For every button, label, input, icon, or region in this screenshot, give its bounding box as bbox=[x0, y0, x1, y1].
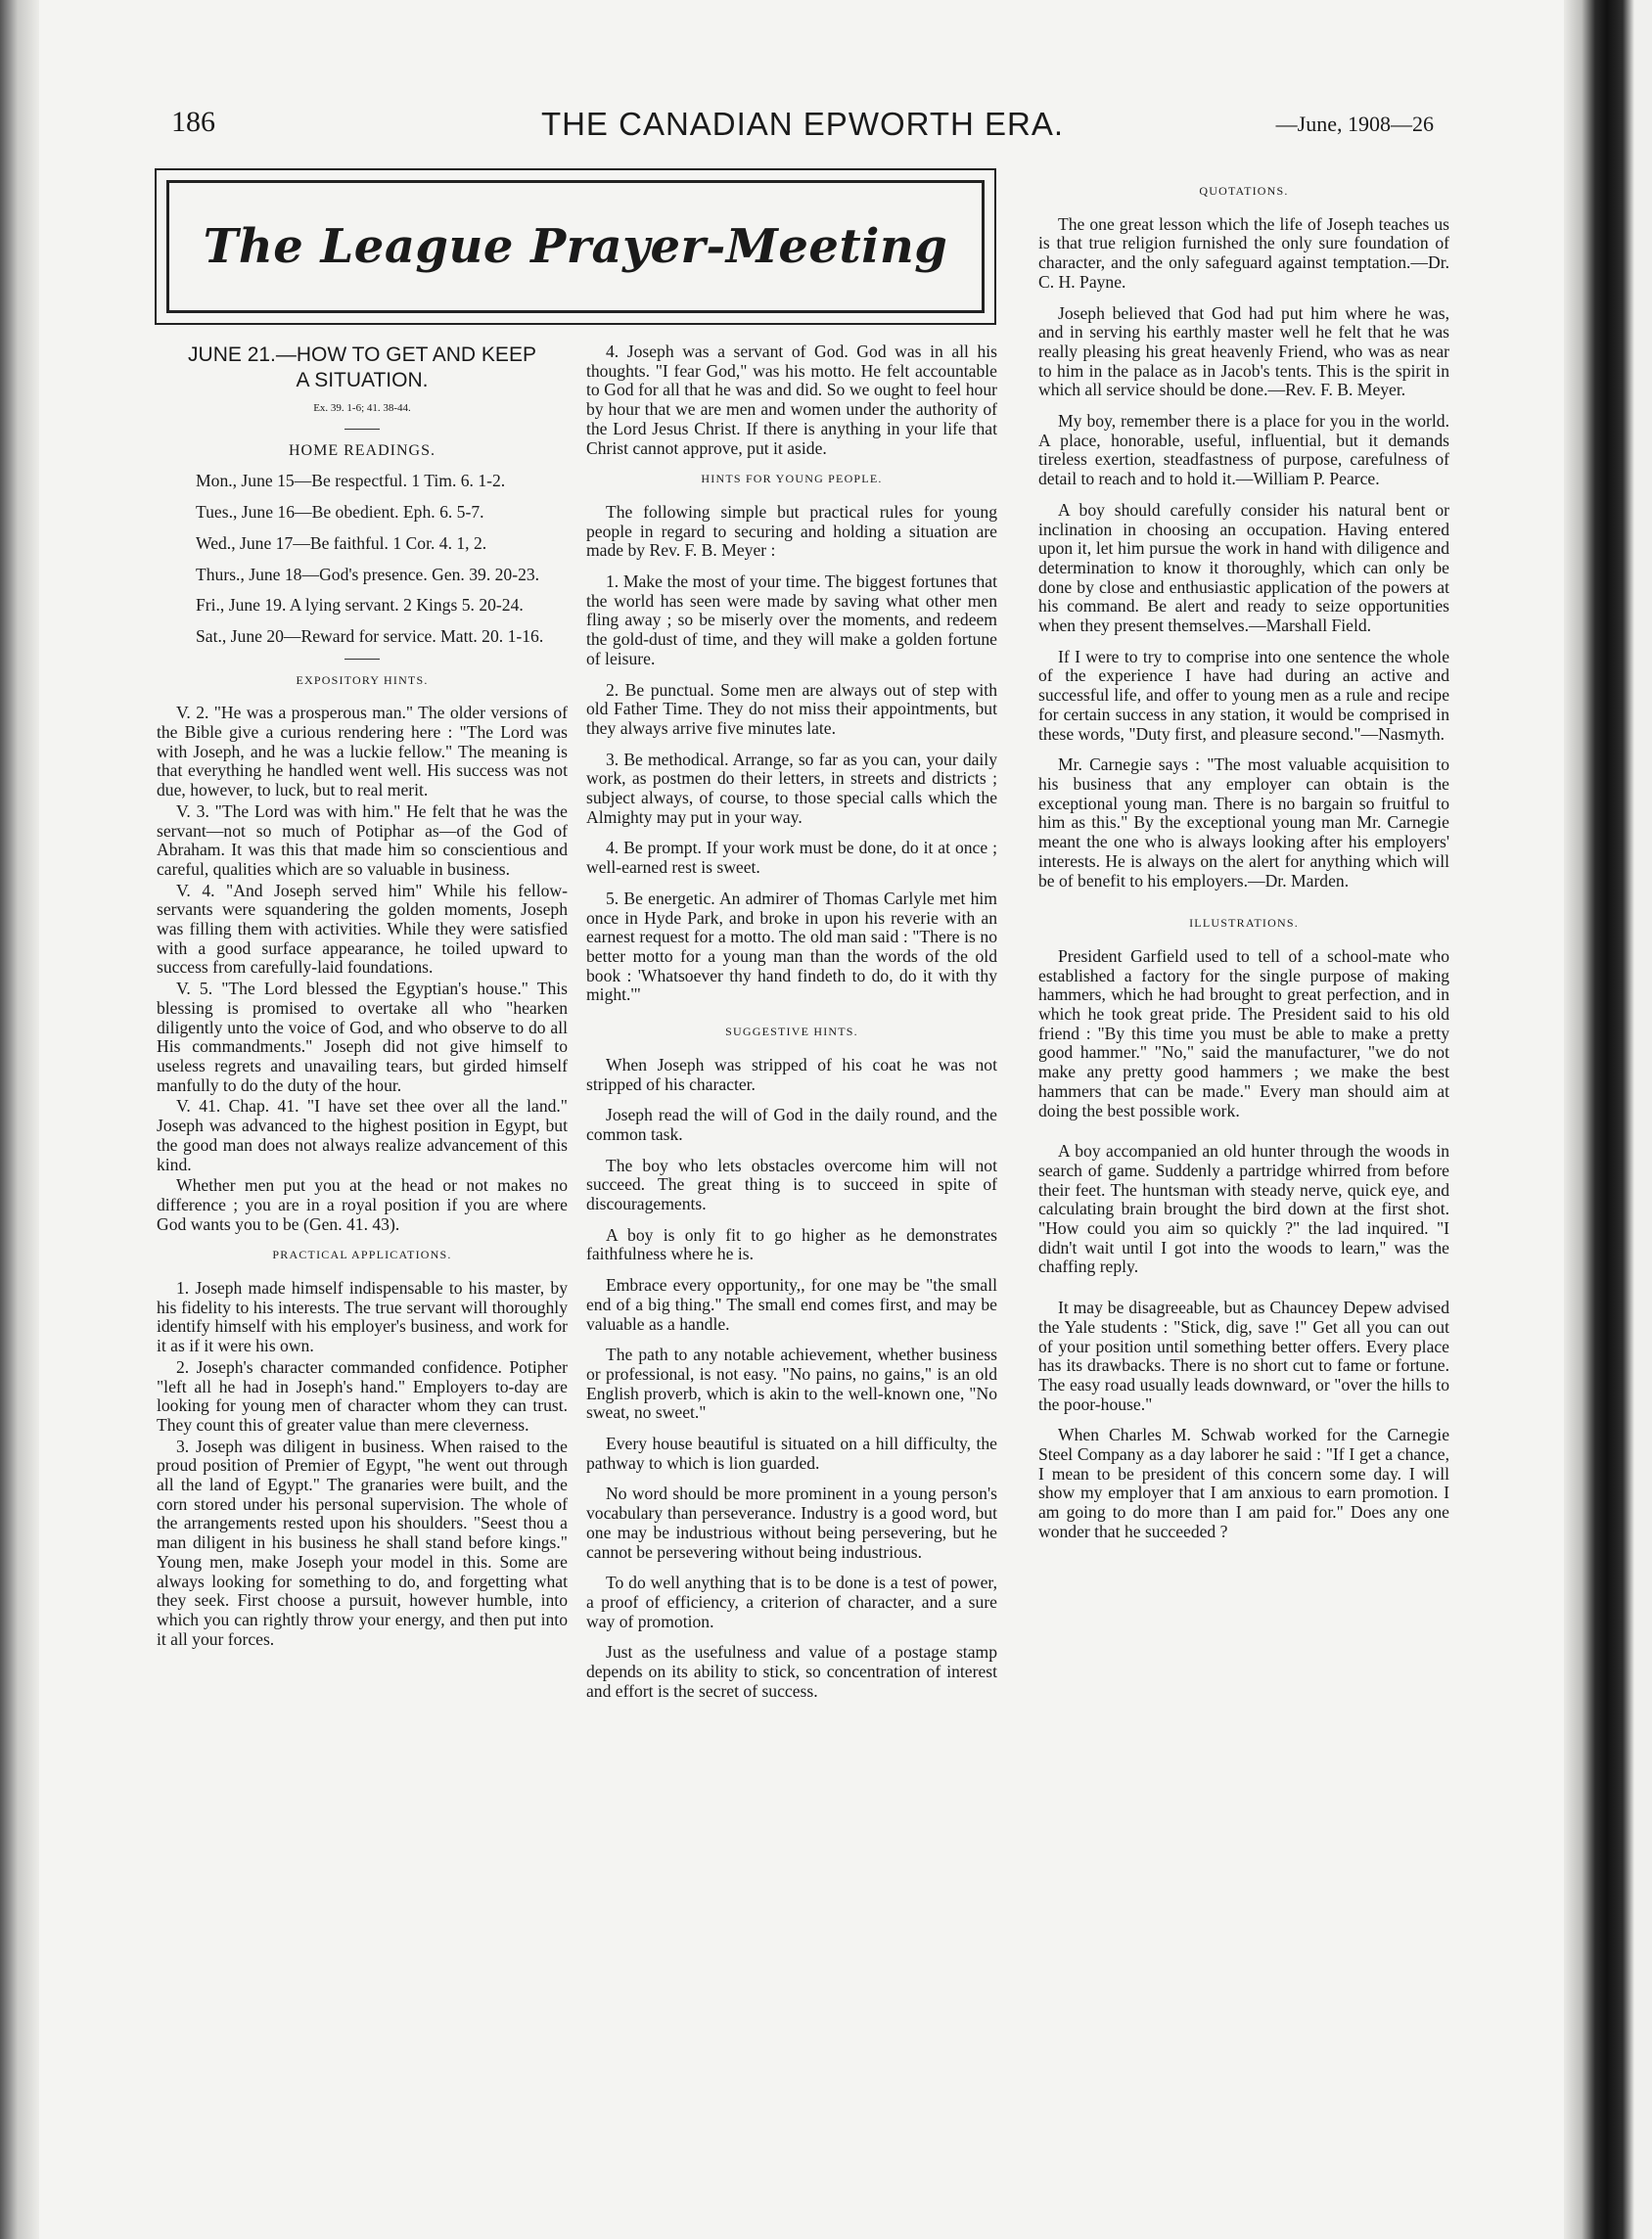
paragraph: When Joseph was stripped of his coat he was not stripped of his character. bbox=[586, 1054, 997, 1094]
column-1 bbox=[157, 343, 568, 1651]
reading-item: Tues., June 16—Be obedient. Eph. 6. 5-7. bbox=[196, 502, 484, 523]
quotations-title: QUOTATIONS. bbox=[1199, 184, 1289, 198]
paragraph: When Charles M. Schwab worked for the Carnegie Steel Company as a day laborer he said : "If I get a chance, I mean to be president of this concern some day. I will show my employer that I am anxious to earn promotion. I am going to do more than I am paid for." Does any one wonder that he succeeded ? bbox=[1038, 1425, 1449, 1541]
paragraph: 2. Be punctual. Some men are always out of step with old Father Time. They do not miss their appointments, but they always arrive five minutes late. bbox=[586, 679, 997, 738]
paragraph: Embrace every opportunity,, for one may be "the small end of a big thing." The small end comes first, and may be valuable as a handle. bbox=[586, 1275, 997, 1334]
practical-title: PRACTICAL APPLICATIONS. bbox=[272, 1248, 452, 1262]
paragraph: 4. Joseph was a servant of God. God was in all his thoughts. "I fear God," was his motto. He felt accountable to God for all that he was and did. So we ought to feel hour by hour that we are men and women under the authority of the Lord Jesus Christ. If there is anything in your life that Christ cannot approve, put it aside. bbox=[586, 342, 997, 458]
reading-item: Sat., June 20—Reward for service. Matt. 20. 1-16. bbox=[196, 625, 544, 646]
issue-date: —June, 1908—26 bbox=[1275, 112, 1434, 136]
divider bbox=[344, 429, 380, 430]
paragraph: Joseph read the will of God in the daily round, and the common task. bbox=[586, 1105, 997, 1144]
lesson-heading: JUNE 21.—HOW TO GET AND KEEP A SITUATION. bbox=[188, 343, 536, 391]
paragraph: The path to any notable achievement, whether business or professional, is not easy. "No pains, no gains," is an old English proverb, which is akin to the well-known one, "No sweat, no sweet." bbox=[586, 1345, 997, 1423]
paragraph: A boy accompanied an old hunter through the woods in search of game. Suddenly a partridge whirred from before their feet. The huntsman with steady nerve, quick eye, and calculating brain brought the bird down at the first shot. "How could you aim so quickly ?" the lad inquired. "I didn't wait until I got into the woods to learn," was the chaffing reply. bbox=[1038, 1141, 1449, 1277]
page-right-edge bbox=[1564, 0, 1652, 2239]
section-title-box bbox=[155, 168, 996, 325]
paragraph: The boy who lets obstacles overcome him will not succeed. The great thing is to succeed in spite of discouragements. bbox=[586, 1155, 997, 1214]
running-header bbox=[171, 106, 1434, 149]
page-number: 186 bbox=[171, 106, 215, 138]
home-readings-list bbox=[157, 472, 568, 646]
paragraph: President Garfield used to tell of a school-mate who established a factory for the single purpose of making hammers, which he had brought to great perfection, and in which he took great pride. The President said to his old friend : "By this time you must be able to make a pretty good hammer." "No," said the manufacturer, "we do not make any pretty good hammers ; we make the best hammers that can be made." Every man should aim at doing the best possible work. bbox=[1038, 945, 1449, 1120]
paragraph: Mr. Carnegie says : "The most valuable acquisition to his business that any employer can obtain is the exceptional young man. There is no bargain so fruitful to him as this." By the exceptional young man Mr. Carnegie meant the one who is always looking after his employers' interests. He is always on the alert for anything which will be of benefit to his employers.—Dr. Marden. bbox=[1038, 754, 1449, 891]
paragraph: My boy, remember there is a place for you in the world. A place, honorable, useful, influential, but it demands tireless exertion, steadfastness of purpose, carefulness of detail to reach and to hold it.—William P. Pearce. bbox=[1038, 411, 1449, 489]
paragraph: Joseph believed that God had put him where he was, and in serving his earthly master well he felt that he was really pleasing his great heavenly Friend, who was as near to him in the palace as in Jacob's tents. This is the spirit in which all service should be done.—Rev. F. B. Meyer. bbox=[1038, 302, 1449, 400]
paragraph: 4. Be prompt. If your work must be done, do it at once ; well-earned rest is sweet. bbox=[586, 838, 997, 878]
paragraph: Every house beautiful is situated on a hill difficulty, the pathway to which is lion guarded. bbox=[586, 1434, 997, 1473]
paragraph: A boy is only fit to go higher as he demonstrates faithfulness where he is. bbox=[586, 1224, 997, 1264]
reading-item: Wed., June 17—Be faithful. 1 Cor. 4. 1, 2. bbox=[196, 532, 487, 553]
paragraph: The following simple but practical rules for young people in regard to securing and holding a situation are made by Rev. F. B. Meyer : bbox=[586, 501, 997, 561]
expository-title: EXPOSITORY HINTS. bbox=[296, 672, 429, 687]
paragraph: 3. Be methodical. Arrange, so far as you can, your daily work, as postmen do their letters, in streets and districts ; subject always, of course, to those special calls which the Almighty may put in your way. bbox=[586, 749, 997, 827]
paragraph: 1. Make the most of your time. The biggest fortunes that the world has seen were made by saving what other men fling away ; so be miserly over the moments, and redeem the gold-dust of time, and they will make a golden fortune of leisure. bbox=[586, 571, 997, 668]
illustrations-title: ILLUSTRATIONS. bbox=[1189, 916, 1299, 931]
reading-item: Fri., June 19. A lying servant. 2 Kings 5. 20-24. bbox=[196, 595, 524, 616]
paragraph: V. 3. "The Lord was with him." He felt that he was the servant—not so much of Potiphar as—of the God of Abraham. It was this that made him so conscientious and careful, qualities which are so valuable in business. bbox=[157, 800, 568, 879]
divider bbox=[344, 659, 380, 660]
book-binding-edge bbox=[0, 0, 39, 2239]
journal-title: THE CANADIAN EPWORTH ERA. bbox=[540, 106, 1065, 142]
section-title: The League Prayer-Meeting bbox=[203, 219, 948, 274]
scripture-reference: Ex. 39. 1-6; 41. 38-44. bbox=[313, 402, 411, 414]
paragraph: To do well anything that is to be done is a test of power, a proof of efficiency, a criterion of character, and a sure way of promotion. bbox=[586, 1573, 997, 1631]
paragraph: If I were to try to comprise into one sentence the whole of the experience I have had during an active and successful life, and offer to young men as a rule and recipe for certain success in any station, it would be comprised in these words, "Duty first, and pleasure second."—Nasmyth. bbox=[1038, 646, 1449, 744]
paragraph: Whether men put you at the head or not makes no difference ; you are in a royal position if you are where God wants you to be (Gen. 41. 43). bbox=[157, 1175, 568, 1234]
paragraph: V. 5. "The Lord blessed the Egyptian's house." This blessing is promised to overtake all who "hearken diligently unto the voice of God, and who observe to do all His commandments." Joseph did not give himself to useless regrets and unavailing tears, but girded himself manfully to do the duty of the hour. bbox=[157, 979, 568, 1095]
reading-item: Mon., June 15—Be respectful. 1 Tim. 6. 1-2. bbox=[196, 471, 506, 491]
reading-item: Thurs., June 18—God's presence. Gen. 39. 20-23. bbox=[196, 564, 540, 584]
paragraph: It may be disagreeable, but as Chauncey Depew advised the Yale students : "Stick, dig, save !" Get all you can out of your position until something better offers. Every place has its drawbacks. There is no short cut to fame or fortune. The easy road usually leads downward, or "over the hills to the poor-house." bbox=[1038, 1298, 1449, 1414]
paragraph: The one great lesson which the life of Joseph teaches us is that true religion furnished the only sure foundation of character, and the only safeguard against temptation.—Dr. C. H. Payne. bbox=[1038, 213, 1449, 292]
paragraph: A boy should carefully consider his natural bent or inclination in choosing an occupation. Having entered upon it, let him pursue the work in hand with diligence and determination to know it thoroughly, which can only be done by close and enthusiastic application of the powers at his command. Be alert and ready to seize opportunities when they present themselves.—Marshall Field. bbox=[1038, 499, 1449, 636]
paragraph: 1. Joseph made himself indispensable to his master, by his fidelity to his interests. The true servant will thoroughly identify himself with his employer's business, and work for it as if it were his own. bbox=[157, 1278, 568, 1356]
paragraph: 5. Be energetic. An admirer of Thomas Carlyle met him once in Hyde Park, and broke in upon his reverie with an earnest request for a motto. The old man said : "There is no better motto for a young man than the words of the old book : 'Whatsoever thy hand findeth to do, do it with thy might.'" bbox=[586, 888, 997, 1005]
column-2 bbox=[586, 343, 997, 1713]
column-3 bbox=[1038, 174, 1449, 1554]
paragraph: No word should be more prominent in a young person's vocabulary than perseverance. Industry is a good word, but one may be industrious without being persevering, but he cannot be persevering without being industrious. bbox=[586, 1484, 997, 1562]
paragraph: V. 4. "And Joseph served him" While his fellow-servants were squandering the golden moments, Joseph was filling them with activities. While they were satisfied with a good surface appearance, he toiled upward to success from carefully-laid foundations. bbox=[157, 880, 568, 978]
paragraph: V. 41. Chap. 41. "I have set thee over all the land." Joseph was advanced to the highest position in Egypt, but the good man does not always realize advancement of this kind. bbox=[157, 1096, 568, 1174]
paragraph: 2. Joseph's character commanded confidence. Potipher "left all he had in Joseph's hand." Employers to-day are looking for young men of character whom they can trust. They count this of greater value than mere cleverness. bbox=[157, 1356, 568, 1435]
paragraph: V. 2. "He was a prosperous man." The older versions of the Bible give a curious rendering here : "The Lord was with Joseph, and he was a luckie fellow." The meaning is that everything he handled went well. His success was not due, however, to luck, but to real merit. bbox=[157, 703, 568, 800]
paragraph: 3. Joseph was diligent in business. When raised to the proud position of Premier of Egypt, "he went out through all the land of Egypt." The granaries were built, and the corn stored under his personal supervision. The whole of the arrangements rested upon his shoulders. "Seest thou a man diligent in his business he shall stand before kings." Young men, make Joseph your model in this. Some are always looking for something to do, and forgetting what they seek. First choose a pursuit, however humble, into which you can rightly throw your energy, and then put into it all your forces. bbox=[157, 1436, 568, 1649]
hints-title: HINTS FOR YOUNG PEOPLE. bbox=[701, 472, 883, 486]
paragraph: Just as the usefulness and value of a postage stamp depends on its ability to stick, so concentration of interest and effort is the secret of success. bbox=[586, 1642, 997, 1701]
home-readings-title: HOME READINGS. bbox=[289, 441, 436, 459]
suggestive-title: SUGGESTIVE HINTS. bbox=[725, 1025, 858, 1039]
